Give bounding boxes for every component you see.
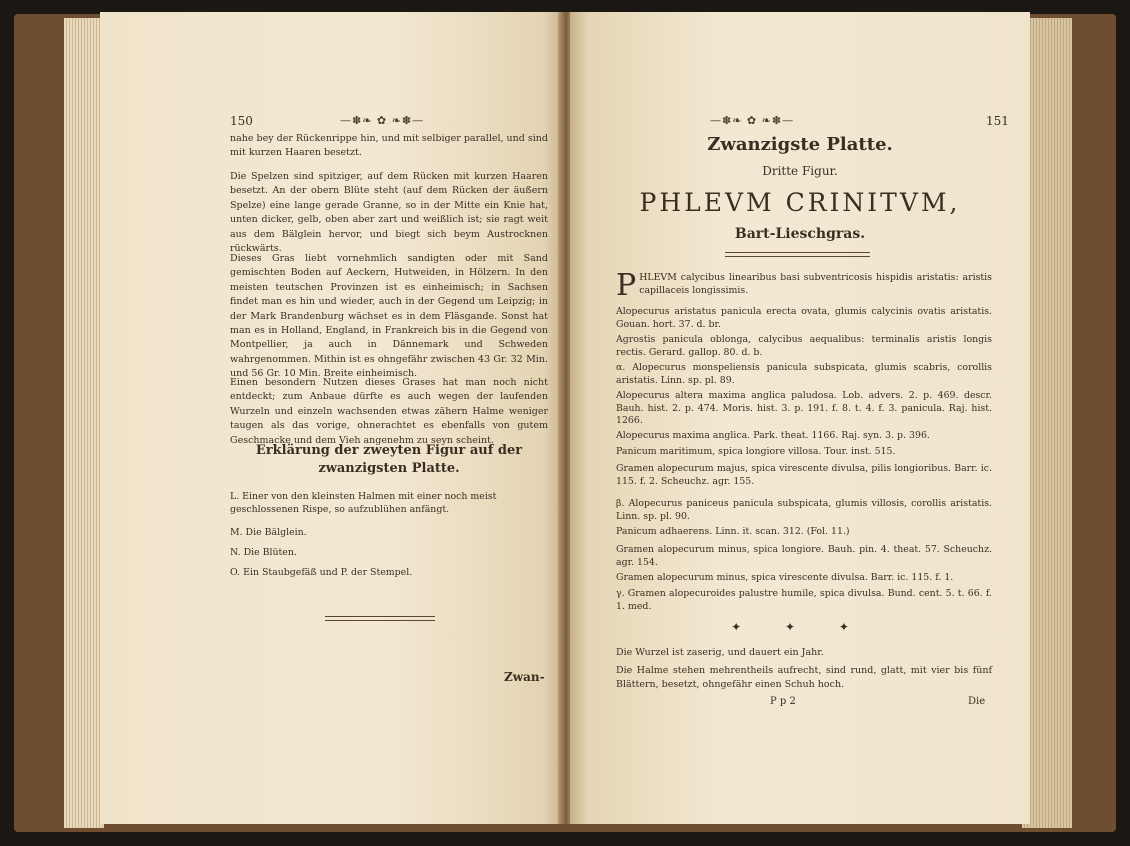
latin-entry-10: Gramen alopecurum minus, spica longiore. Bauh. pin. 4. theat. 57. Scheuchz. agr. 154.	[616, 544, 992, 568]
paragraph-1: nahe bey der Rückenrippe hin, und mit selbiger parallel, und sind mit kurzen Haaren besetzt.	[230, 133, 549, 159]
figure-item-M: M. Die Bälglein.	[230, 527, 307, 538]
latin-entry-12: γ. Gramen alopecuroides palustre humile, spica divulsa. Bund. cent. 5. t. 66. f. 1. med.	[616, 588, 992, 612]
latin-entry-6: Panicum maritimum, spica longiore villosa. Tour. inst. 515.	[616, 446, 896, 457]
figure-item-O: O. Ein Staubgefäß und P. der Stempel.	[230, 567, 413, 578]
stalk-paragraph: Die Halme stehen mehrentheils aufrecht, sind rund, glatt, mit vier bis fünf Blättern, besetzt, ohngefähr einen Schuh hoch.	[616, 665, 992, 691]
left-page-edges	[64, 18, 104, 828]
latin-entry-4: Alopecurus altera maxima anglica paludosa. Lob. advers. 2. p. 469. descr. Bauh. hist. 2. p. 474. Moris. hist. 3. p. 191. f. 8. t. 4. f. 3. panicula. Raj. hist. 1266.	[616, 390, 992, 427]
common-name: Bart-Lieschgras.	[734, 226, 866, 242]
root-paragraph: Die Wurzel ist zaserig, und dauert ein Jahr.	[616, 647, 824, 658]
left-page	[100, 12, 562, 824]
page-number-left: 150	[230, 114, 253, 128]
latin-entry-1: Alopecurus aristatus panicula erecta ovata, glumis calycinis ovatis aristatis. Gouan. hort. 37. d. br.	[616, 306, 992, 330]
latin-entry-0	[616, 268, 992, 303]
paragraph-4: Einen besondern Nutzen dieses Grases hat man noch nicht entdeckt; zum Anbaue dürfte es auch wegen der laufenden Wurzeln und einzeln wachsenden etwas zähern Halme weniger taugen als das vorige, ohnerachtet es ebenfalls von gutem Geschmacke und dem Vieh angenehm zu seyn scheint.	[230, 377, 548, 446]
latin-entry-8: β. Alopecurus paniceus panicula subspicata, glumis villosis, corollis aristatis. Linn. sp. pl. 90.	[616, 498, 992, 522]
explanation-heading: Erklärung der zweyten Figur auf der zwanzigsten Platte.	[255, 443, 523, 476]
signature-mark: P p 2	[770, 696, 796, 707]
closing-rule	[325, 616, 435, 621]
catchword-left: Zwan-	[504, 670, 545, 684]
latin-entry-0-text: HLEVM calycibus linearibus basi subventricosis hispidis aristatis: aristis capillaceis longissimis.	[639, 272, 992, 296]
page-number-right: 151	[986, 114, 1009, 128]
latin-entry-2: Agrostis panicula oblonga, calycibus aequalibus: terminalis aristis longis rectis. Gerard. gallop. 80. d. b.	[616, 334, 992, 358]
latin-entry-7: Gramen alopecurum majus, spica virescente divulsa, pilis longioribus. Barr. ic. 115. f. 2. Scheuchz. agr. 155.	[616, 463, 992, 487]
header-ornament-left: —✽❧ ✿ ❧✽—	[340, 114, 425, 127]
figure-subtitle: Dritte Figur.	[762, 164, 838, 178]
section-stars: ✦ ✦ ✦	[731, 620, 869, 634]
latin-entry-5: Alopecurus maxima anglica. Park. theat. 1166. Raj. syn. 3. p. 396.	[616, 430, 930, 441]
plate-title: Zwanzigste Platte.	[707, 134, 893, 155]
latin-entry-11: Gramen alopecurum minus, spica virescente divulsa. Barr. ic. 115. f. 1.	[616, 572, 954, 583]
header-ornament-right: —✽❧ ✿ ❧✽—	[710, 114, 795, 127]
latin-entry-9: Panicum adhaerens. Linn. it. scan. 312. (Fol. 11.)	[616, 526, 850, 537]
title-rule	[725, 252, 870, 257]
paragraph-2: Die Spelzen sind spitziger, auf dem Rücken mit kurzen Haaren besetzt. An der obern Blüte steht (auf dem Rücken der äußern Spelze) eine lange gerade Granne, so in der Mitte ein Knie hat, unten dicker, gelb, oben aber zart und weißlich ist; sie ragt weit aus dem Bälglein hervor, und biegt sich beym Austrocknen rückwärts.	[230, 171, 548, 255]
catchword-right: Die	[968, 696, 986, 707]
genus-title: PHLEVM CRINITVM,	[639, 188, 961, 217]
right-page	[570, 12, 1030, 824]
dropcap-P: P	[616, 268, 637, 303]
latin-entry-3: α. Alopecurus monspeliensis panicula subspicata, glumis scabris, corollis aristatis. Linn. sp. pl. 89.	[616, 362, 992, 386]
paragraph-3: Dieses Gras liebt vornehmlich sandigten oder mit Sand gemischten Boden auf Aeckern, Hutweiden, in Hölzern. In den meisten teutschen Provinzen ist es einheimisch; in Sachsen findet man es hin und wieder, auch in der Gegend um Leipzig; in der Mark Brandenburg wächset es in dem Fläsgande. Sonst hat man es in Holland, England, in Frankreich bis in die Gegend von Montpellier, ja auch in Dännemark und Schweden wahrgenommen. Mithin ist es ohngefähr zwischen 43 Gr. 32 Min. und 56 Gr. 10 Min. Breite einheimisch.	[230, 253, 548, 380]
figure-item-N: N. Die Blüten.	[230, 547, 297, 558]
figure-item-L: L. Einer von den kleinsten Halmen mit einer noch meist geschlossenen Rispe, so aufzublühen anfängt.	[230, 491, 497, 515]
